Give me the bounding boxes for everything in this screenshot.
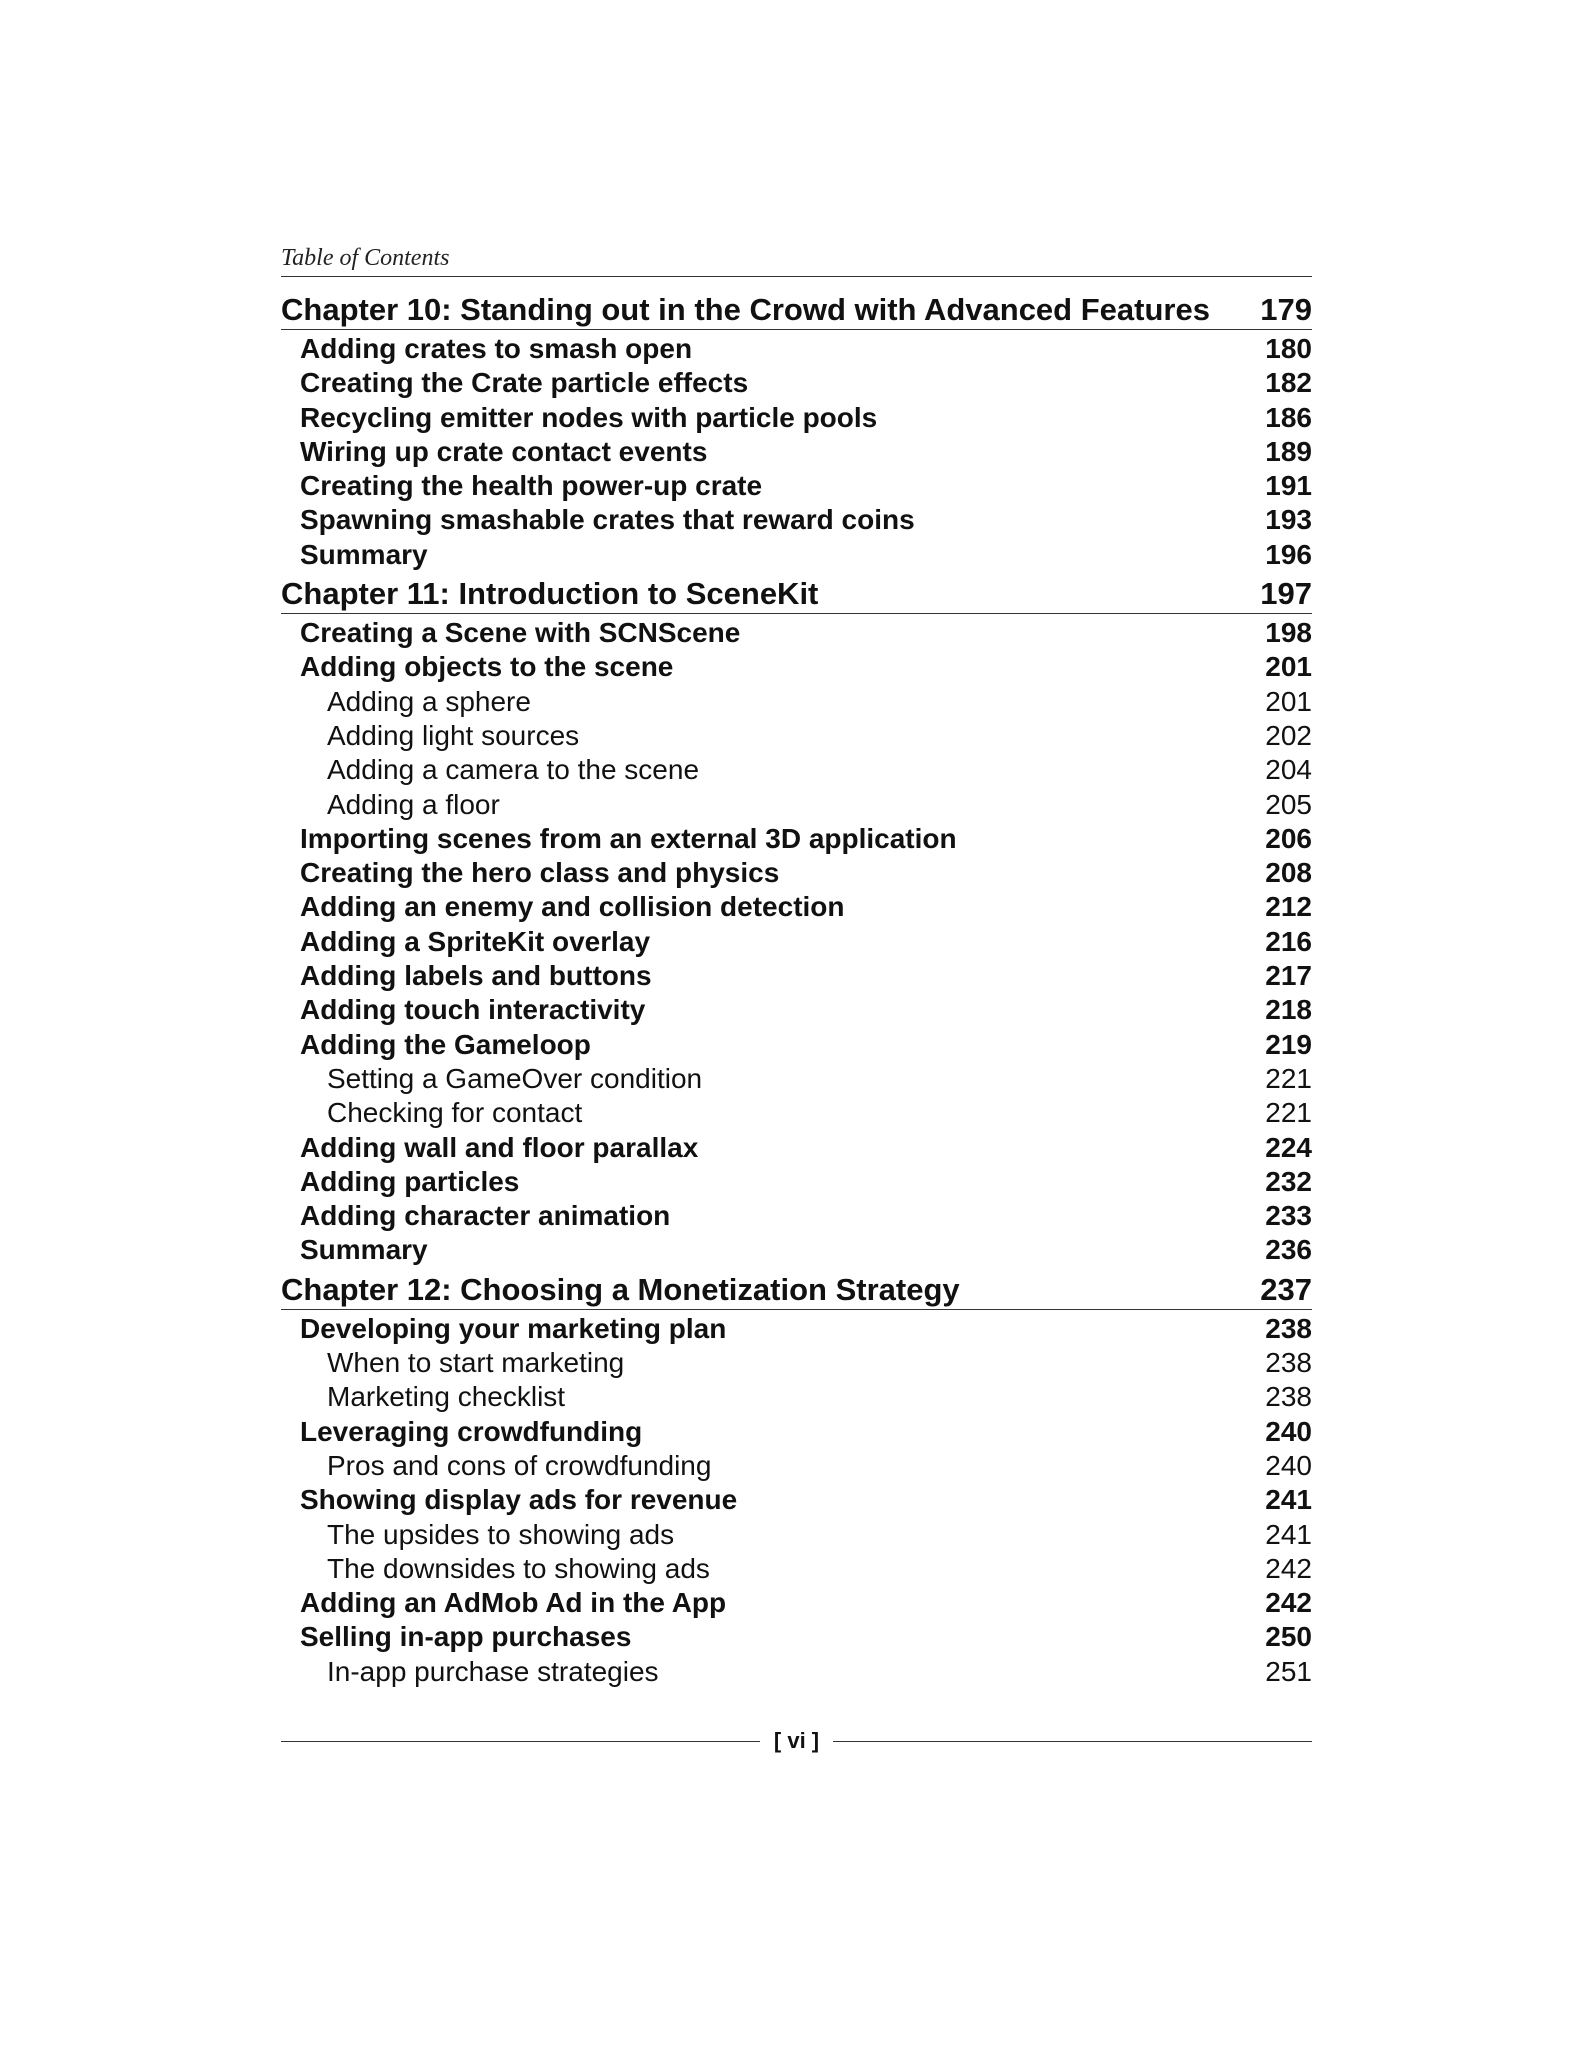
toc-entry-title: Adding touch interactivity [300,994,646,1026]
toc-entry-page-number: 180 [1265,333,1312,364]
toc-entry-title: Adding labels and buttons [300,960,652,992]
toc-entry-title: Developing your marketing plan [300,1312,727,1344]
toc-section-entry[interactable] [281,1131,1312,1165]
toc-entry-title: Creating the hero class and physics [300,857,780,889]
toc-entry-page-number: 186 [1265,401,1312,433]
toc-entry-title: The downsides to showing ads [327,1552,710,1584]
toc-entry-title: Leveraging crowdfunding [300,1415,643,1447]
toc-entry-page-number: 201 [1265,651,1312,683]
toc-entry-title: Creating a Scene with SCNScene [300,617,741,649]
toc-entry-title: Adding a SpriteKit overlay [300,925,651,957]
toc-entry-title: Adding light sources [327,719,580,751]
toc-entry-title: Summary [300,538,428,570]
toc-entry-title: In-app purchase strategies [327,1655,659,1687]
toc-entry-page-number: 221 [1265,1062,1312,1094]
toc-entry-page-number: 233 [1265,1200,1312,1232]
toc-entry-page-number: 221 [1265,1097,1312,1129]
toc-entry-page-number: 179 [1260,292,1312,327]
toc-entry-title: Summary [300,1234,428,1266]
toc-section-entry[interactable] [281,822,1312,856]
toc-entry-page-number: 237 [1260,1271,1312,1307]
toc-entry-title: Importing scenes from an external 3D application [300,822,957,854]
toc-entry-title: Adding character animation [300,1200,671,1232]
toc-entry-title: Adding particles [300,1165,520,1197]
toc-entry-page-number: 242 [1265,1552,1312,1584]
toc-subsection-entry[interactable] [281,753,1312,787]
toc-entry-page-number: 238 [1265,1381,1312,1413]
toc-entry-page-number: 232 [1265,1165,1312,1197]
toc-section-entry[interactable] [281,890,1312,924]
toc-entry-page-number: 241 [1265,1484,1312,1516]
toc-section-entry[interactable] [281,1233,1312,1267]
toc-entry-page-number: 198 [1265,617,1312,649]
toc-entry-title: Adding a camera to the scene [327,754,700,786]
toc-subsection-entry[interactable] [281,685,1312,719]
toc-entry-page-number: 219 [1265,1028,1312,1060]
toc-entry-title: Spawning smashable crates that reward coins [300,504,915,536]
toc-section-entry[interactable] [281,1312,1312,1346]
toc-entry-page-number: 241 [1265,1518,1312,1550]
toc-chapter-entry[interactable] [281,1271,1312,1310]
toc-section-entry[interactable] [281,616,1312,650]
toc-entry-page-number: 182 [1265,367,1312,399]
toc-chapter-entry[interactable] [281,575,1312,614]
toc-entry-page-number: 216 [1265,925,1312,957]
toc-entry-title: Chapter 11: Introduction to SceneKit [281,576,819,612]
toc-section-entry[interactable] [281,1586,1312,1620]
toc-entry-page-number: 189 [1265,435,1312,467]
toc-section-entry[interactable] [281,538,1312,572]
toc-entry-page-number: 206 [1265,822,1312,854]
toc-entry-page-number: 224 [1265,1131,1312,1163]
footer-rule-left [281,1741,760,1742]
toc-section-entry[interactable] [281,1199,1312,1233]
toc-section-entry[interactable] [281,469,1312,503]
toc-section-entry[interactable] [281,1415,1312,1449]
toc-entry-title: Showing display ads for revenue [300,1484,738,1516]
page-number: [ vi ] [773,1728,820,1753]
toc-entry-page-number: 218 [1265,994,1312,1026]
toc-entry-title: Adding a sphere [327,685,531,717]
toc-section-entry[interactable] [281,366,1312,400]
toc-entry-page-number: 236 [1265,1234,1312,1266]
toc-entry-page-number: 208 [1265,857,1312,889]
toc-entry-title: Pros and cons of crowdfunding [327,1449,712,1481]
toc-entry-page-number: 240 [1265,1449,1312,1481]
toc-entry-page-number: 212 [1265,891,1312,923]
toc-entry-page-number: 217 [1265,960,1312,992]
toc-subsection-entry[interactable] [281,1346,1312,1380]
toc-entry-page-number: 242 [1265,1587,1312,1619]
toc-section-entry[interactable] [281,1028,1312,1062]
toc-entry-title: When to start marketing [327,1347,625,1379]
toc-page [281,243,1312,1689]
toc-section-entry[interactable] [281,1165,1312,1199]
toc-subsection-entry[interactable] [281,1518,1312,1552]
toc-entry-title: Wiring up crate contact events [300,435,708,467]
toc-section-entry[interactable] [281,1483,1312,1517]
toc-entry-title: Recycling emitter nodes with particle pools [300,401,878,433]
toc-entry-title: Creating the Crate particle effects [300,367,749,399]
toc-entry-page-number: 196 [1265,538,1312,570]
toc-entry-title: Adding an enemy and collision detection [300,891,845,923]
toc-entry-page-number: 250 [1265,1621,1312,1653]
toc-entry-title: Adding wall and floor parallax [300,1131,699,1163]
toc-subsection-entry[interactable] [281,1449,1312,1483]
toc-subsection-entry[interactable] [281,1552,1312,1586]
toc-entry-page-number: 202 [1265,719,1312,751]
toc-entry-page-number: 201 [1265,685,1312,717]
toc-subsection-entry[interactable] [281,1096,1312,1130]
toc-entry-page-number: 238 [1265,1312,1312,1344]
toc-entry-page-number: 191 [1265,470,1312,502]
toc-entry-title: Creating the health power-up crate [300,470,763,502]
toc-entry-page-number: 197 [1260,576,1312,612]
toc-section-entry[interactable] [281,856,1312,890]
toc-section-entry[interactable] [281,925,1312,959]
running-header: Table of Contents [281,243,1312,277]
toc-entry-title: Adding the Gameloop [300,1028,591,1060]
toc-section-entry[interactable] [281,650,1312,684]
toc-entry-title: Chapter 10: Standing out in the Crowd with Advanced Features [281,292,1210,327]
toc-entry-title: Adding crates to smash open [300,333,693,364]
toc-subsection-entry[interactable] [281,1062,1312,1096]
toc-section-entry[interactable] [281,435,1312,469]
toc-entry-title: Setting a GameOver condition [327,1062,703,1094]
toc-entry-title: Adding objects to the scene [300,651,674,683]
toc-entry-page-number: 193 [1265,504,1312,536]
toc-entry-title: The upsides to showing ads [327,1518,675,1550]
toc-entry-page-number: 205 [1265,788,1312,820]
toc-entry-page-number: 204 [1265,754,1312,786]
toc-subsection-entry[interactable] [281,719,1312,753]
toc-entry-page-number: 240 [1265,1415,1312,1447]
toc-section-entry[interactable] [281,1620,1312,1654]
toc-entry-title: Checking for contact [327,1097,583,1129]
toc-section-entry[interactable] [281,993,1312,1027]
toc-subsection-entry[interactable] [281,1380,1312,1414]
toc-entry-page-number: 251 [1265,1655,1312,1687]
toc-entry-page-number: 238 [1265,1347,1312,1379]
toc-entry-title: Adding a floor [327,788,500,820]
toc-subsection-entry[interactable] [281,1655,1312,1689]
toc-entry-title: Chapter 12: Choosing a Monetization Strategy [281,1271,960,1307]
toc-list [281,291,1312,1689]
toc-section-entry[interactable] [281,959,1312,993]
toc-subsection-entry[interactable] [281,788,1312,822]
toc-section-entry[interactable] [281,503,1312,537]
toc-entry-title: Adding an AdMob Ad in the App [300,1587,727,1619]
toc-section-entry[interactable] [281,401,1312,435]
footer-rule-right [833,1741,1312,1742]
page-footer [281,1726,1312,1756]
toc-entry-title: Selling in-app purchases [300,1621,632,1653]
toc-section-entry[interactable] [281,332,1312,366]
toc-entry-title: Marketing checklist [327,1381,566,1413]
toc-chapter-entry[interactable] [281,291,1312,330]
